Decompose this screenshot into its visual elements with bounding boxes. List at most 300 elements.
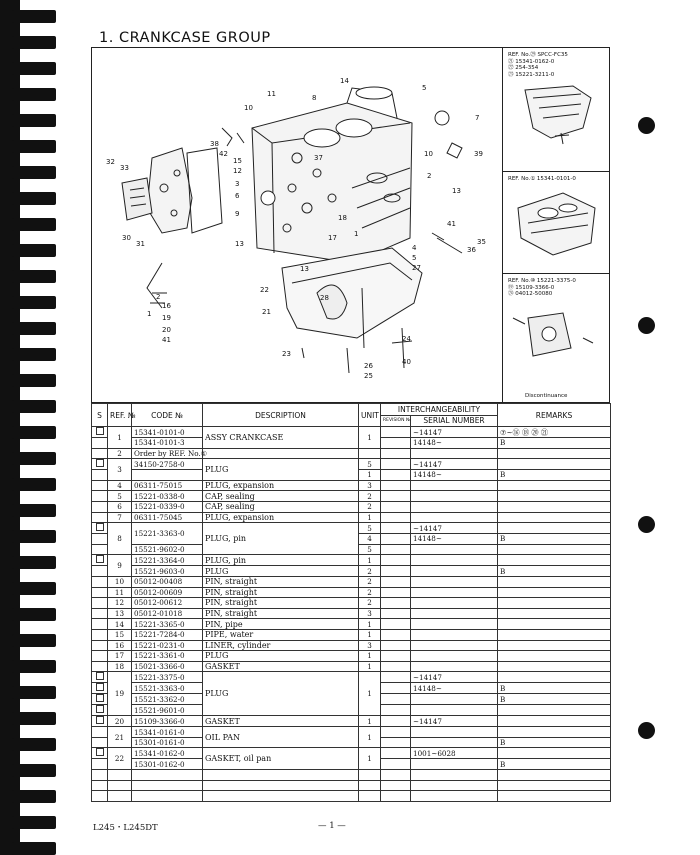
punch-hole	[638, 722, 655, 739]
inset-ref-lines: REF. No.⑩ 15221-3375-0 ⑲ 15109-3366-0 ㉔ 04012-50080	[508, 278, 576, 297]
description-cell: CAP, sealing	[203, 491, 359, 502]
code-cell: 05012-00609	[132, 587, 203, 598]
binding-ring	[12, 270, 56, 283]
code-cell: Order by REF. No.①	[132, 448, 203, 459]
remarks-cell	[498, 512, 611, 523]
description-cell: GASKET	[203, 716, 359, 727]
ref-cell: 4	[108, 480, 132, 491]
unit-cell: 1	[359, 651, 381, 662]
remarks-cell: B	[498, 566, 611, 577]
table-row	[92, 619, 611, 630]
unit-cell: 3	[359, 608, 381, 619]
unit-cell: 2	[359, 598, 381, 609]
description-cell	[203, 448, 359, 459]
serial-cell	[411, 576, 498, 587]
table-row	[92, 608, 611, 619]
revision-cell	[381, 566, 411, 577]
s-cell	[92, 576, 108, 587]
table-row	[92, 566, 611, 577]
svg-text:35: 35	[477, 238, 486, 246]
blank-cell	[411, 780, 498, 791]
serial-cell	[411, 759, 498, 770]
ref-cell: 19	[108, 672, 132, 716]
table-row	[92, 523, 611, 534]
s-cell	[92, 480, 108, 491]
col-header-serial: SERIAL NUMBER	[411, 415, 498, 427]
unit-cell: 1	[359, 661, 381, 672]
code-cell: 15521-3363-0	[132, 683, 203, 694]
svg-text:2: 2	[156, 293, 161, 301]
ref-cell: 17	[108, 651, 132, 662]
remarks-cell	[498, 480, 611, 491]
selection-checkbox[interactable]	[96, 694, 104, 702]
s-cell	[92, 619, 108, 630]
revision-cell	[381, 459, 411, 470]
svg-text:8: 8	[312, 94, 317, 102]
s-cell	[92, 555, 108, 566]
serial-cell: 14148~	[411, 438, 498, 449]
table-row	[92, 576, 611, 587]
binding-ring	[12, 114, 56, 127]
revision-cell	[381, 683, 411, 694]
s-cell	[92, 534, 108, 545]
s-cell	[92, 737, 108, 748]
svg-text:28: 28	[320, 294, 329, 302]
remarks-cell	[498, 608, 611, 619]
col-header-remarks: REMARKS	[498, 404, 611, 427]
code-cell: 15301-0161-0	[132, 737, 203, 748]
serial-cell	[411, 737, 498, 748]
description-cell: OIL PAN	[203, 727, 359, 748]
serial-cell	[411, 619, 498, 630]
s-cell	[92, 683, 108, 694]
s-cell	[92, 598, 108, 609]
revision-cell	[381, 716, 411, 727]
unit-cell: 3	[359, 640, 381, 651]
svg-text:22: 22	[260, 286, 269, 294]
revision-cell	[381, 512, 411, 523]
remarks-cell: ⑦~⑯ ⑱ ⑳ ㉑	[498, 427, 611, 438]
unit-cell: 2	[359, 566, 381, 577]
ref-cell: 2	[108, 448, 132, 459]
blank-cell	[203, 780, 359, 791]
selection-checkbox[interactable]	[96, 672, 104, 680]
table-row	[92, 640, 611, 651]
blank-cell	[498, 791, 611, 802]
page-title: 1. CRANKCASE GROUP	[99, 30, 271, 46]
code-cell: 15221-3364-0	[132, 555, 203, 566]
svg-text:16: 16	[162, 302, 171, 310]
serial-cell	[411, 705, 498, 716]
revision-cell	[381, 576, 411, 587]
remarks-cell	[498, 748, 611, 759]
ref-cell: 18	[108, 661, 132, 672]
binding-ring	[12, 660, 56, 673]
revision-cell	[381, 501, 411, 512]
ref-cell: 8	[108, 523, 132, 555]
description-cell: PLUG, expansion	[203, 480, 359, 491]
col-header-unit: UNIT	[359, 404, 381, 427]
remarks-cell	[498, 727, 611, 738]
binding-ring	[12, 244, 56, 257]
selection-checkbox[interactable]	[96, 748, 104, 756]
inset-water-pump	[502, 274, 609, 402]
unit-cell	[359, 448, 381, 459]
remarks-cell: B	[498, 438, 611, 449]
remarks-cell	[498, 619, 611, 630]
punch-hole	[638, 516, 655, 533]
revision-cell	[381, 727, 411, 738]
revision-cell	[381, 438, 411, 449]
binding-ring	[12, 140, 56, 153]
table-row	[92, 598, 611, 609]
ref-cell: 9	[108, 555, 132, 577]
svg-text:11: 11	[267, 90, 276, 98]
revision-cell	[381, 534, 411, 545]
remarks-cell	[498, 716, 611, 727]
code-cell: 05012-00408	[132, 576, 203, 587]
table-header-row	[92, 404, 611, 416]
selection-checkbox[interactable]	[96, 459, 104, 467]
unit-cell: 2	[359, 491, 381, 502]
remarks-cell: B	[498, 683, 611, 694]
svg-text:17: 17	[328, 234, 337, 242]
unit-cell: 2	[359, 501, 381, 512]
ref-cell: 16	[108, 640, 132, 651]
code-cell: 15221-3375-0	[132, 672, 203, 683]
code-cell: 15341-0162-0	[132, 748, 203, 759]
footer-page-number: — 1 —	[318, 821, 346, 831]
code-cell: 15341-0161-0	[132, 727, 203, 738]
col-header-code: CODE №	[132, 404, 203, 427]
blank-cell	[381, 780, 411, 791]
svg-text:41: 41	[162, 336, 171, 344]
svg-text:9: 9	[235, 210, 240, 218]
remarks-cell	[498, 523, 611, 534]
s-cell	[92, 748, 108, 759]
code-cell: 15341-0101-3	[132, 438, 203, 449]
code-cell: 15221-3361-0	[132, 651, 203, 662]
remarks-cell	[498, 587, 611, 598]
serial-cell	[411, 640, 498, 651]
blank-cell	[359, 791, 381, 802]
binding-ring	[12, 816, 56, 829]
ref-cell: 1	[108, 427, 132, 449]
blank-cell	[108, 780, 132, 791]
s-cell	[92, 438, 108, 449]
remarks-cell	[498, 501, 611, 512]
svg-text:13: 13	[300, 265, 309, 273]
svg-text:5: 5	[412, 254, 417, 262]
svg-text:19: 19	[162, 314, 171, 322]
svg-text:13: 13	[452, 187, 461, 195]
code-cell: 34150-2758-0	[132, 459, 203, 470]
code-cell: 15521-9602-0	[132, 544, 203, 555]
revision-cell	[381, 694, 411, 705]
selection-checkbox[interactable]	[96, 523, 104, 531]
binding-ring	[12, 764, 56, 777]
binding-ring	[12, 582, 56, 595]
inset-ref-lines: REF. No.㉙ SPCC-FC35 ㉑ 15341-0162-0 ㉒ 254-354 ㉓ 15221-3211-0	[508, 52, 568, 78]
inset-crankcase	[502, 172, 609, 274]
code-cell: 05012-00612	[132, 598, 203, 609]
serial-cell: ~14147	[411, 427, 498, 438]
serial-cell	[411, 566, 498, 577]
serial-cell	[411, 661, 498, 672]
revision-cell	[381, 480, 411, 491]
remarks-cell: B	[498, 737, 611, 748]
blank-cell	[203, 791, 359, 802]
svg-text:10: 10	[424, 150, 433, 158]
binding-ring	[12, 62, 56, 75]
code-cell: 15341-0101-0	[132, 427, 203, 438]
svg-text:20: 20	[162, 326, 171, 334]
serial-cell	[411, 587, 498, 598]
svg-text:23: 23	[282, 350, 291, 358]
binding-ring	[12, 686, 56, 699]
description-cell: PIN, straight	[203, 576, 359, 587]
svg-text:32: 32	[106, 158, 115, 166]
s-cell	[92, 759, 108, 770]
svg-text:36: 36	[467, 246, 476, 254]
revision-cell	[381, 629, 411, 640]
binding-ring	[12, 426, 56, 439]
unit-cell: 2	[359, 576, 381, 587]
inset-water-pump-drawing	[503, 298, 608, 368]
remarks-cell	[498, 640, 611, 651]
s-cell	[92, 716, 108, 727]
remarks-cell: B	[498, 534, 611, 545]
s-cell	[92, 512, 108, 523]
binding-ring	[12, 374, 56, 387]
col-header-ref: REF. №	[108, 404, 132, 427]
svg-text:39: 39	[474, 150, 483, 158]
selection-checkbox[interactable]	[96, 555, 104, 563]
binding-ring	[12, 478, 56, 491]
description-cell: ASSY CRANKCASE	[203, 427, 359, 449]
s-cell	[92, 608, 108, 619]
remarks-cell	[498, 629, 611, 640]
s-cell	[92, 694, 108, 705]
description-cell: GASKET, oil pan	[203, 748, 359, 770]
binding-ring	[12, 634, 56, 647]
svg-text:15: 15	[233, 157, 242, 165]
serial-cell: 14148~	[411, 470, 498, 481]
table-row	[92, 448, 611, 459]
blank-cell	[108, 770, 132, 781]
s-cell	[92, 448, 108, 459]
binding-ring	[12, 842, 56, 855]
description-cell: LINER, cylinder	[203, 640, 359, 651]
binding-ring	[12, 504, 56, 517]
revision-cell	[381, 544, 411, 555]
svg-text:1: 1	[354, 230, 359, 238]
revision-cell	[381, 448, 411, 459]
s-cell	[92, 427, 108, 438]
ref-cell: 20	[108, 716, 132, 727]
s-cell	[92, 640, 108, 651]
ref-cell: 10	[108, 576, 132, 587]
svg-text:25: 25	[364, 372, 373, 380]
serial-cell: ~14147	[411, 523, 498, 534]
selection-checkbox[interactable]	[96, 716, 104, 724]
s-cell	[92, 544, 108, 555]
description-cell: PLUG	[203, 651, 359, 662]
serial-cell	[411, 651, 498, 662]
binding-ring	[12, 36, 56, 49]
svg-text:14: 14	[340, 77, 349, 85]
binding-ring	[12, 322, 56, 335]
unit-cell: 5	[359, 459, 381, 470]
description-cell: PLUG	[203, 672, 359, 716]
revision-cell	[381, 640, 411, 651]
revision-cell	[381, 608, 411, 619]
revision-cell	[381, 523, 411, 534]
blank-cell	[132, 770, 203, 781]
remarks-cell: B	[498, 470, 611, 481]
svg-text:21: 21	[262, 308, 271, 316]
code-cell: 06311-75015	[132, 480, 203, 491]
svg-text:1: 1	[147, 310, 152, 318]
revision-cell	[381, 491, 411, 502]
blank-cell	[203, 770, 359, 781]
table-row	[92, 491, 611, 502]
punch-hole	[638, 117, 655, 134]
svg-text:40: 40	[402, 358, 411, 366]
table-row	[92, 727, 611, 738]
unit-cell: 1	[359, 672, 381, 716]
unit-cell: 5	[359, 544, 381, 555]
table-row	[92, 748, 611, 759]
code-cell	[132, 470, 203, 481]
code-cell: 15221-0338-0	[132, 491, 203, 502]
unit-cell: 1	[359, 555, 381, 566]
binding-ring	[12, 400, 56, 413]
description-cell: PLUG, pin	[203, 555, 359, 566]
svg-text:12: 12	[233, 167, 242, 175]
serial-cell	[411, 544, 498, 555]
blank-cell	[498, 770, 611, 781]
description-cell: PLUG, pin	[203, 523, 359, 555]
binding-ring	[12, 452, 56, 465]
table-row	[92, 716, 611, 727]
table-row	[92, 629, 611, 640]
selection-checkbox[interactable]	[96, 427, 104, 435]
spiral-binding	[0, 0, 62, 855]
table-row	[92, 480, 611, 491]
code-cell: 15301-0162-0	[132, 759, 203, 770]
svg-text:31: 31	[136, 240, 145, 248]
serial-cell: 14148~	[411, 534, 498, 545]
code-cell: 15109-3366-0	[132, 716, 203, 727]
table-row	[92, 661, 611, 672]
col-header-revision: REVISION №	[381, 415, 411, 427]
s-cell	[92, 523, 108, 534]
code-cell: 15221-3363-0	[132, 523, 203, 545]
exploded-diagram	[91, 47, 610, 403]
selection-checkbox[interactable]	[96, 705, 104, 713]
code-cell: 15021-3366-0	[132, 661, 203, 672]
col-header-description: DESCRIPTION	[203, 404, 359, 427]
table-row	[92, 459, 611, 470]
serial-cell	[411, 480, 498, 491]
svg-text:37: 37	[314, 154, 323, 162]
code-cell: 06311-75045	[132, 512, 203, 523]
svg-text:41: 41	[447, 220, 456, 228]
inset-crankcase-drawing	[503, 183, 608, 263]
serial-cell	[411, 629, 498, 640]
blank-cell	[132, 780, 203, 791]
binding-ring	[12, 738, 56, 751]
serial-cell	[411, 491, 498, 502]
description-cell: PIPE, water	[203, 629, 359, 640]
serial-cell	[411, 555, 498, 566]
svg-text:10: 10	[244, 104, 253, 112]
code-cell: 15521-9603-0	[132, 566, 203, 577]
description-cell: GASKET	[203, 661, 359, 672]
parts-table	[91, 403, 611, 802]
remarks-cell	[498, 705, 611, 716]
svg-text:6: 6	[235, 192, 240, 200]
binding-ring	[12, 530, 56, 543]
selection-checkbox[interactable]	[96, 683, 104, 691]
punch-hole	[638, 317, 655, 334]
svg-text:5: 5	[422, 84, 427, 92]
s-cell	[92, 672, 108, 683]
revision-cell	[381, 427, 411, 438]
blank-table-row	[92, 780, 611, 791]
serial-cell: 1001~6028	[411, 748, 498, 759]
ref-cell: 5	[108, 491, 132, 502]
svg-text:26: 26	[364, 362, 373, 370]
unit-cell: 1	[359, 427, 381, 449]
ref-cell: 11	[108, 587, 132, 598]
blank-cell	[92, 780, 108, 791]
ref-cell: 13	[108, 608, 132, 619]
unit-cell: 1	[359, 512, 381, 523]
s-cell	[92, 501, 108, 512]
inset-oil-pan-drawing	[503, 78, 608, 150]
blank-cell	[92, 770, 108, 781]
serial-cell	[411, 598, 498, 609]
serial-cell: 14148~	[411, 683, 498, 694]
revision-cell	[381, 470, 411, 481]
unit-cell: 1	[359, 727, 381, 748]
remarks-cell: B	[498, 759, 611, 770]
code-cell: 15221-0339-0	[132, 501, 203, 512]
blank-cell	[359, 770, 381, 781]
table-row	[92, 501, 611, 512]
blank-cell	[381, 791, 411, 802]
remarks-cell	[498, 576, 611, 587]
blank-table-row	[92, 791, 611, 802]
binding-ring	[12, 296, 56, 309]
revision-cell	[381, 598, 411, 609]
unit-cell: 1	[359, 716, 381, 727]
ref-cell: 15	[108, 629, 132, 640]
s-cell	[92, 566, 108, 577]
ref-cell: 21	[108, 727, 132, 748]
remarks-cell	[498, 491, 611, 502]
revision-cell	[381, 705, 411, 716]
code-cell: 15521-3362-0	[132, 694, 203, 705]
remarks-cell: B	[498, 694, 611, 705]
crankcase-illustration	[92, 48, 502, 402]
svg-text:33: 33	[120, 164, 129, 172]
remarks-cell	[498, 661, 611, 672]
blank-cell	[108, 791, 132, 802]
inset-ref-lines: REF. No.① 15341-0101-0	[508, 176, 576, 182]
